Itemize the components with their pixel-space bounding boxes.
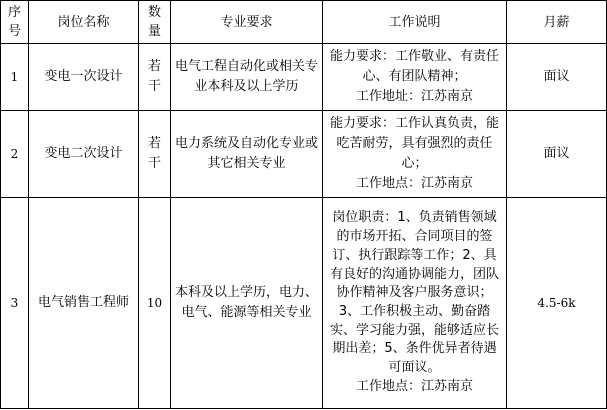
header-row	[1, 1, 607, 44]
row-requirement: 电气工程自动化或相关专业本科及以上学历	[171, 44, 323, 111]
row-position: 电气销售工程师	[29, 198, 139, 409]
table-row	[1, 44, 607, 111]
row-quantity: 10	[139, 198, 171, 409]
header-salary: 月薪	[507, 1, 607, 44]
description-text: 能力要求：工作敬业、有责任心、有团队精神；	[329, 49, 499, 84]
row-requirement: 本科及以上学历，电力、电气、能源等相关专业	[171, 198, 323, 409]
row-requirement: 电力系统及自动化专业或其它相关专业	[171, 111, 323, 198]
description-location: 工作地址：江苏南京	[355, 89, 473, 104]
description-text: 岗位职责：1、负责销售领域的市场开拓、合同项目的签订、执行跟踪等工作；2、具有良好的沟通协调能力，团队协作精神及客户服务意识；3、工作积极主动、勤奋踏实、学习能力强，能够适应长期出差；5、条件优异者待遇可面议。	[329, 210, 499, 376]
row-quantity: 若干	[139, 111, 171, 198]
row-seq: 2	[1, 111, 29, 198]
table-row	[1, 111, 607, 198]
header-quantity: 数量	[139, 1, 171, 44]
description-location: 工作地点：江苏南京	[355, 378, 473, 394]
row-salary: 4.5-6k	[507, 198, 607, 409]
description-text: 能力要求：工作认真负责，能吃苦耐劳，具有强烈的责任心；	[329, 116, 499, 171]
row-seq: 1	[1, 44, 29, 111]
header-position: 岗位名称	[29, 1, 139, 44]
table-row	[1, 198, 607, 409]
row-salary: 面议	[507, 111, 607, 198]
row-description	[323, 198, 507, 409]
row-salary: 面议	[507, 44, 607, 111]
row-position: 变电二次设计	[29, 111, 139, 198]
header-requirement: 专业要求	[171, 1, 323, 44]
row-quantity: 若干	[139, 44, 171, 111]
description-location: 工作地点：江苏南京	[355, 176, 473, 191]
row-description	[323, 44, 507, 111]
row-seq: 3	[1, 198, 29, 409]
row-position: 变电一次设计	[29, 44, 139, 111]
row-description	[323, 111, 507, 198]
header-description: 工作说明	[323, 1, 507, 44]
header-seq: 序号	[1, 1, 29, 44]
